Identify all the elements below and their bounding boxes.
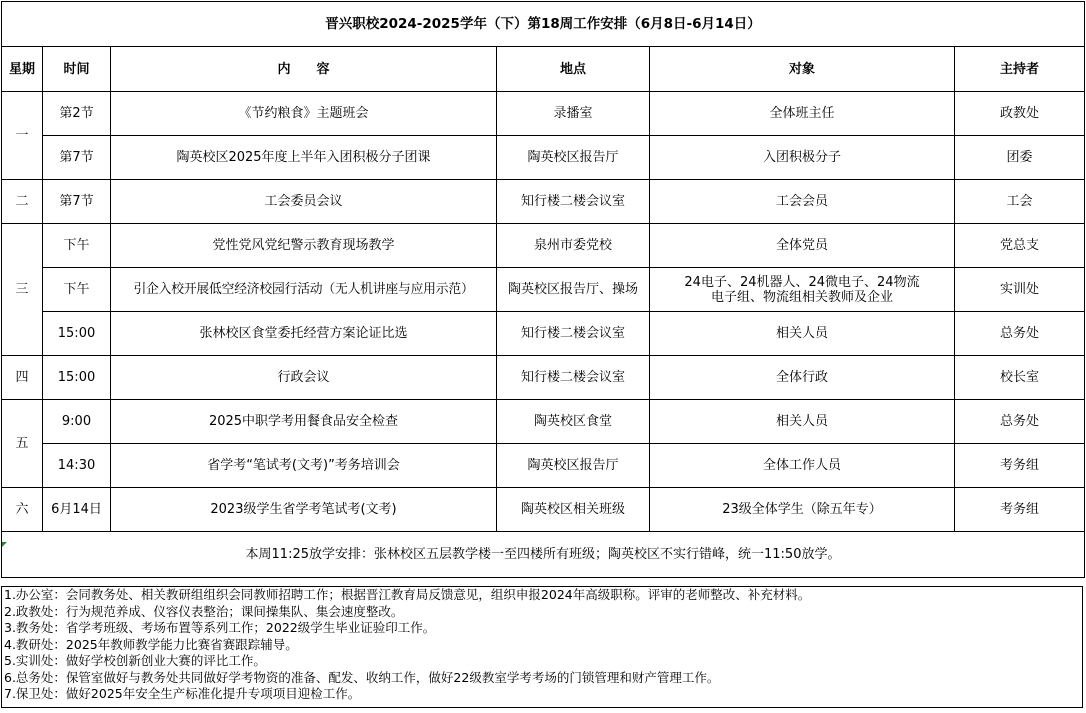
header-audience: 对象 [650,47,955,92]
location-cell: 陶英校区报告厅 [497,444,650,488]
location-cell: 知行楼二楼会议室 [497,312,650,356]
content-cell: 省学考“笔试考(文考)”考务培训会 [111,444,497,488]
audience-cell: 工会会员 [650,180,955,224]
host-cell: 总务处 [955,312,1085,356]
content-cell: 《节约粮食》主题班会 [111,92,497,136]
host-cell: 实训处 [955,268,1085,312]
content-cell: 党性党风党纪警示教育现场教学 [111,224,497,268]
time-cell: 14:30 [43,444,111,488]
department-notes [1,586,1083,708]
table-row [2,224,1085,268]
content-cell: 工会委员会议 [111,180,497,224]
audience-cell: 全体班主任 [650,92,955,136]
header-time: 时间 [43,47,111,92]
table-row [2,312,1085,356]
header-day: 星期 [2,47,43,92]
note-line: 1.办公室：会同教务处、相关教研组组织会同教师招聘工作；根据晋江教育局反馈意见，组织申报2024年高级职称。评审的老师整改、补充材料。 [4,587,811,602]
audience-line: 电子组、物流组相关教师及企业 [710,289,893,305]
cell-comment-marker [2,542,7,547]
host-cell: 校长室 [955,356,1085,400]
time-cell: 下午 [43,224,111,268]
content-cell: 引企入校开展低空经济校园行活动（无人机讲座与应用示范） [111,268,497,312]
day-cell-monday: 一 [2,92,43,180]
day-cell-wednesday: 三 [2,224,43,356]
content-cell: 陶英校区2025年度上半年入团积极分子团课 [111,136,497,180]
time-cell: 第2节 [43,92,111,136]
time-cell: 第7节 [43,136,111,180]
content-cell: 2023级学生省学考笔试考(文考) [111,488,497,532]
host-cell: 考务组 [955,444,1085,488]
note-line: 5.实训处：做好学校创新创业大赛的评比工作。 [4,653,266,668]
location-cell: 陶英校区报告厅 [497,136,650,180]
table-row [2,444,1085,488]
time-cell: 下午 [43,268,111,312]
audience-cell: 相关人员 [650,400,955,444]
dismissal-note: 本周11:25放学安排：张林校区五层教学楼一至四楼所有班级；陶英校区不实行错峰，统一11:50放学。 [2,532,1085,578]
location-cell: 录播室 [497,92,650,136]
audience-cell: 入团积极分子 [650,136,955,180]
location-cell: 陶英校区报告厅、操场 [497,268,650,312]
table-row [2,400,1085,444]
table-row [2,92,1085,136]
time-cell: 15:00 [43,312,111,356]
table-row [2,136,1085,180]
header-host: 主持者 [955,47,1085,92]
day-cell-saturday: 六 [2,488,43,532]
host-cell: 工会 [955,180,1085,224]
note-line: 4.教研处：2025年教师教学能力比赛省赛跟踪辅导。 [4,636,298,652]
audience-cell: 相关人员 [650,312,955,356]
table-row [2,488,1085,532]
location-cell: 陶英校区食堂 [497,400,650,444]
audience-cell [650,268,955,312]
host-cell: 政教处 [955,92,1085,136]
table-row [2,180,1085,224]
host-cell: 考务组 [955,488,1085,532]
content-cell: 2025中职学考用餐食品安全检查 [111,400,497,444]
note-line: 6.总务处：保管室做好与教务处共同做好学考物资的准备、配发、收纳工作，做好22级教室学考考场的门锁管理和财产管理工作。 [4,669,720,685]
content-cell: 张林校区食堂委托经营方案论证比选 [111,312,497,356]
schedule-table [1,1,1085,578]
time-cell: 15:00 [43,356,111,400]
host-cell: 党总支 [955,224,1085,268]
note-line: 3.教务处：省学考班级、考场布置等系列工作；2022级学生毕业证验印工作。 [4,620,436,635]
location-cell: 知行楼二楼会议室 [497,180,650,224]
content-cell: 行政会议 [111,356,497,400]
day-cell-tuesday: 二 [2,180,43,224]
host-cell: 总务处 [955,400,1085,444]
time-cell: 第7节 [43,180,111,224]
host-cell: 团委 [955,136,1085,180]
audience-cell: 全体党员 [650,224,955,268]
header-location: 地点 [497,47,650,92]
audience-cell: 全体行政 [650,356,955,400]
time-cell: 9:00 [43,400,111,444]
note-line: 2.政教处：行为规范养成、仪容仪表整治；课间操集队、集会速度整改。 [4,603,404,619]
day-cell-friday: 五 [2,400,43,488]
header-content: 内 容 [111,47,497,92]
audience-cell: 23级全体学生（除五年专） [650,488,955,532]
table-row [2,268,1085,312]
location-cell: 知行楼二楼会议室 [497,356,650,400]
day-cell-thursday: 四 [2,356,43,400]
audience-cell: 全体工作人员 [650,444,955,488]
table-row [2,356,1085,400]
note-line: 7.保卫处：做好2025年安全生产标准化提升专项项目迎检工作。 [4,686,361,701]
audience-line: 24电子、24机器人、24微电子、24物流 [684,274,920,290]
location-cell: 陶英校区相关班级 [497,488,650,532]
schedule-title: 晋兴职校2024-2025学年（下）第18周工作安排（6月8日-6月14日） [2,2,1085,47]
time-cell: 6月14日 [43,488,111,532]
location-cell: 泉州市委党校 [497,224,650,268]
